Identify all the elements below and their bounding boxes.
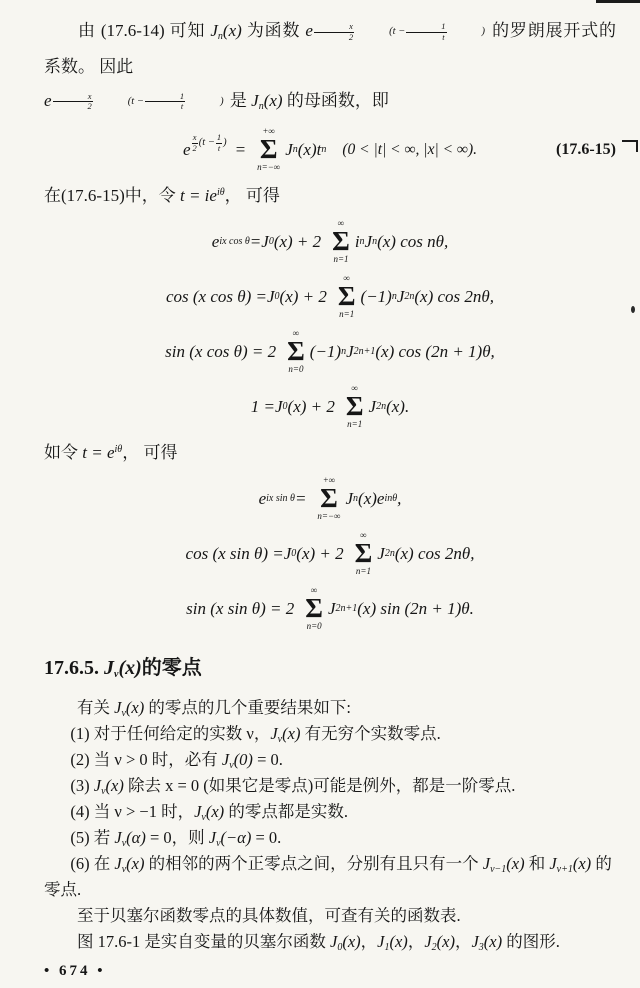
text-run: 由 (17.6-14) 可知 [78,21,211,40]
math-Jnu-x: $J_\nu(x)$ [194,802,225,824]
zeros-item-2: (2) 当 ν > 0 时，必有 $J_\nu(0) = 0$. [70,750,283,772]
math-Jnu-x: $J_\nu(x)$ [114,698,145,720]
summation: ∞ Σ n=1 [345,383,364,429]
math-Jnu: J [104,657,114,680]
equation-sin-cos: sin (x cos θ) = 2 ∞ Σ n=0 (−1) n J 2n+1 (x) cos (2n + 1)θ, [165,328,495,374]
scan-artifact [622,140,638,152]
math-Jnu-x: $J_\nu(x)$ [270,724,301,746]
math-Jn-x: $J_n(x)$ [251,90,283,112]
fraction: $\frac{x}{2}$ [53,92,93,113]
math-Jn: J [364,232,373,252]
sigma-symbol: Σ [332,226,350,257]
math-Jnu-0: $J_\nu(0)$ [221,750,253,772]
fraction: $\frac{1}{t}$ [145,92,185,113]
summation: +∞ Σ n=−∞ [317,475,341,521]
sigma-symbol: Σ [305,593,323,624]
closing-paragraph-2: 图 17.6-1 是实自变量的贝塞尔函数 $J_0(x)$，$J_1(x)$，$J_2(x)$，$J_3(x)$ 的图形. [77,932,560,954]
math-J2-x: $J_2(x)$ [424,932,455,954]
exponent: $\frac{x}{2}$ (t − $\frac{1}{t}$ ) [52,92,224,113]
math-e: e [182,140,191,160]
math-Jnu-minus-1-x: $J_{\nu-1}(x)$ [482,854,525,876]
math-e: e [258,489,267,509]
exponent: $\frac{x}{2}$ (t − $\frac{1}{t}$ ) [192,131,227,153]
equation-sin-sin: sin (x sin θ) = 2 ∞ Σ n=0 J 2n+1 (x) sin (2n + 1)θ. [186,585,474,631]
text-run: 的罗朗展开式的系数。 因此 [44,21,617,76]
zeros-item-6: (6) 在 $J_\nu(x)$ 的相邻的两个正零点之间，分别有且只有一个 $J_{\nu-1}(x)$ 和 $J_{\nu+1}(x)$ 的零点. [44,854,612,900]
sigma-symbol: Σ [320,483,338,514]
math-Jn: J [345,489,354,509]
math-Jnu-alpha: $J_\nu(\alpha)$ [114,828,146,850]
substitution-line-2: 如令 $t = e^{i\theta}$， 可得 [44,443,178,463]
summation: ∞ Σ n=1 [332,218,350,264]
zeros-intro: 有关 $J_\nu(x)$ 的零点的几个重要结果如下: [77,698,351,720]
equation-17-6-15: e $\frac{x}{2}$ (t − $\frac{1}{t}$ ) = +∞ Σ n=−∞ J n (x)t n (0 < |t| < ∞, |x| < ∞). (17.6-15) [182,126,616,172]
math-J2n: J [396,287,405,307]
zeros-item-5: (5) 若 $J_\nu(\alpha) = 0$，则 $J_\nu(-\alpha) = 0$. [70,828,282,850]
scan-artifact [596,0,640,3]
sigma-symbol: Σ [259,134,278,165]
sigma-symbol: Σ [345,391,364,422]
page-number: • 674 • [44,963,106,980]
section-heading: 17.6.5. $J_\nu(x)$的零点 [44,657,202,681]
text-run: 为函数 [241,21,306,40]
math-J0: J [266,287,275,307]
summation: ∞ Σ n=1 [337,273,356,319]
math-Jn-x: $J_n(x)$ [210,21,242,42]
math-Jnu-neg-alpha: $J_\nu(-\alpha)$ [208,828,252,850]
math-J2n: J [368,397,377,417]
sigma-symbol: Σ [337,281,356,312]
text-run: 是 [225,90,252,110]
math-J0: J [261,232,269,252]
math-Jnu-plus-1-x: $J_{\nu+1}(x)$ [549,854,592,876]
substitution-line: 在(17.6-15)中，令 $t = ie^{i\theta}$， 可得 [44,186,280,206]
math-J0-x: $J_0(x)$ [330,932,361,954]
equation-exp-cos: e ix cos θ = J 0 (x) + 2 ∞ Σ n=1 i n J n (x) cos nθ, [211,218,449,264]
math-e: e [211,232,220,252]
math-i: i [354,232,360,252]
math-J2n1: J [346,342,354,362]
fraction: $\frac{1}{t}$ [406,22,446,43]
math-J0: J [283,544,292,564]
summation: +∞ Σ n=−∞ [257,126,281,172]
exponent: $\frac{x}{2}$ (t − $\frac{1}{t}$ ) [313,22,485,43]
equation-unity: 1 = J 0 (x) + 2 ∞ Σ n=1 J 2n (x). [250,383,410,429]
equation-cos-cos: cos (x cos θ) = J 0 (x) + 2 ∞ Σ n=1 (−1) n J 2n (x) cos 2nθ, [165,273,495,319]
math-J0: J [275,397,283,417]
fraction: $\frac{1}{t}$ [216,131,222,153]
convergence-condition: (0 < |t| < ∞, |x| < ∞). [342,141,477,159]
zeros-item-4: (4) 当 ν > −1 时，$J_\nu(x)$ 的零点都是实数. [70,802,348,824]
math-Jn: J [285,140,293,160]
math-J1-x: $J_1(x)$ [377,932,408,954]
intro-paragraph [44,14,616,119]
summation: ∞ Σ n=0 [305,585,323,631]
math-J3-x: $J_3(x)$ [471,932,503,954]
equation-number: (17.6-15) [556,141,616,159]
equals-sign: = [249,232,262,252]
equation-cos-sin: cos (x sin θ) = J 0 (x) + 2 ∞ Σ n=1 J 2n (x) cos 2nθ, [185,530,475,576]
equation-exp-sin: e ix sin θ = +∞ Σ n=−∞ J n (x)e inθ , [258,475,402,521]
closing-paragraph-1: 至于贝塞尔函数零点的具体数值，可查有关的函数表. [77,906,461,926]
fraction: $\frac{x}{2}$ [192,131,197,153]
sigma-symbol: Σ [354,538,373,569]
sigma-symbol: Σ [287,336,305,367]
scan-artifact [631,306,635,313]
zeros-item-1: (1) 对于任何给定的实数 ν，$J_\nu(x)$ 有无穷个实数零点. [70,724,441,746]
math-J2n1: J [327,599,336,619]
math-generating-exp: e $\frac{x}{2}$ (t − $\frac{1}{t}$ ) [44,90,224,112]
summation: ∞ Σ n=1 [354,530,373,576]
math-Jnu-x: $J_\nu(x)$ [93,776,124,798]
summation: ∞ Σ n=0 [287,328,305,374]
fraction: $\frac{x}{2}$ [314,22,354,43]
math-generating-exp: e $\frac{x}{2}$ (t − $\frac{1}{t}$ ) [305,21,486,42]
equals-sign: = [234,140,247,160]
text-run: 的母函数，即 [282,90,389,110]
zeros-item-3: (3) $J_\nu(x)$ 除去 x = 0 (如果它是零点)可能是例外，都是一阶零点. [70,776,516,798]
equals-sign: = [294,489,307,509]
math-J2n: J [377,544,385,564]
math-Jnu-x: $J_\nu(x)$ [114,854,145,876]
